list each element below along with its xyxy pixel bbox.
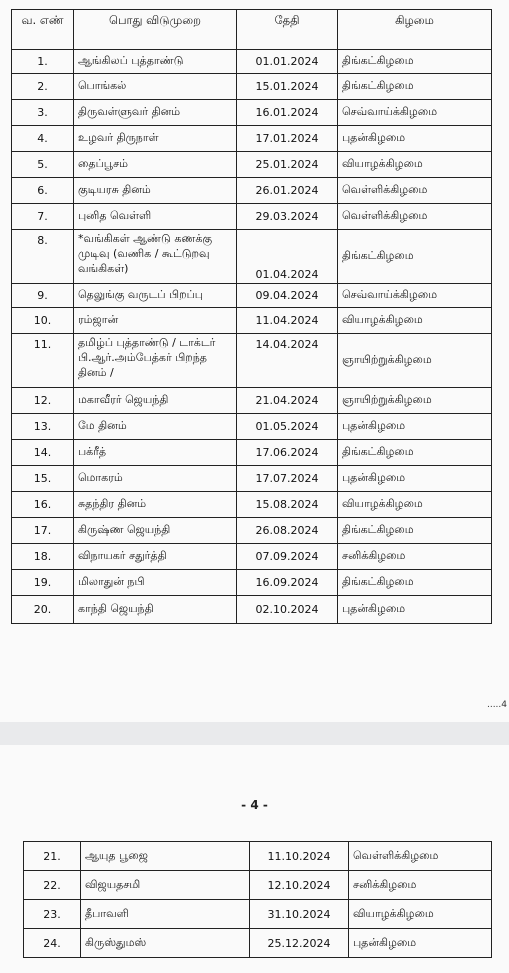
holiday-name-cell: தமிழ்ப் புத்தாண்டு / டாக்டர் பி.ஆர்.அம்பேத்கர் பிறந்த தினம் / — [74, 334, 237, 388]
holiday-name-cell: தைப்பூசம் — [74, 152, 237, 178]
holiday-name-cell: ஆங்கிலப் புத்தாண்டு — [74, 50, 237, 74]
serial-number-cell: 19. — [12, 570, 74, 596]
weekday-cell: வியாழக்கிழமை — [338, 492, 492, 518]
serial-number-cell: 22. — [24, 871, 81, 900]
holiday-name-cell: விஜயதசமி — [81, 871, 250, 900]
date-cell: 15.01.2024 — [237, 74, 338, 100]
table-row — [24, 900, 492, 929]
serial-number-cell: 21. — [24, 842, 81, 871]
serial-number-cell: 13. — [12, 414, 74, 440]
holiday-name-cell: விநாயகர் சதுர்த்தி — [74, 544, 237, 570]
date-cell: 26.08.2024 — [237, 518, 338, 544]
table-row — [12, 50, 492, 74]
weekday-cell: புதன்கிழமை — [349, 929, 492, 958]
table-row — [24, 842, 492, 871]
weekday-cell: வெள்ளிக்கிழமை — [338, 204, 492, 230]
table-row — [12, 100, 492, 126]
table-row — [12, 204, 492, 230]
date-cell: 25.12.2024 — [250, 929, 349, 958]
date-cell: 17.07.2024 — [237, 466, 338, 492]
serial-number-cell: 15. — [12, 466, 74, 492]
date-cell: 11.04.2024 — [237, 308, 338, 334]
table-row — [12, 466, 492, 492]
serial-number-cell: 6. — [12, 178, 74, 204]
table-row — [12, 152, 492, 178]
serial-number-cell: 11. — [12, 334, 74, 388]
date-cell: 12.10.2024 — [250, 871, 349, 900]
table-row — [24, 871, 492, 900]
weekday-cell: திங்கட்கிழமை — [338, 570, 492, 596]
table-row — [12, 388, 492, 414]
serial-number-cell: 23. — [24, 900, 81, 929]
holiday-name-cell: பக்ரீத் — [74, 440, 237, 466]
serial-number-cell: 18. — [12, 544, 74, 570]
weekday-cell: வியாழக்கிழமை — [338, 152, 492, 178]
holiday-name-cell: காந்தி ஜெயந்தி — [74, 596, 237, 624]
holiday-name-cell: பொங்கல் — [74, 74, 237, 100]
holiday-table-page-1 — [11, 9, 492, 624]
holiday-name-cell: *வங்கிகள் ஆண்டு கணக்கு முடிவு (வணிக / கூட்டுறவு வங்கிகள்) — [74, 230, 237, 284]
date-cell: 01.05.2024 — [237, 414, 338, 440]
serial-number-cell: 17. — [12, 518, 74, 544]
date-cell: 11.10.2024 — [250, 842, 349, 871]
weekday-cell: வியாழக்கிழமை — [338, 308, 492, 334]
header-serial-number: வ. எண் — [12, 10, 74, 50]
holiday-name-cell: புனித வெள்ளி — [74, 204, 237, 230]
serial-number-cell: 16. — [12, 492, 74, 518]
holiday-name-cell: தெலுங்கு வருடப் பிறப்பு — [74, 284, 237, 308]
date-cell: 16.09.2024 — [237, 570, 338, 596]
weekday-cell: திங்கட்கிழமை — [338, 50, 492, 74]
table-row — [12, 284, 492, 308]
weekday-cell: வியாழக்கிழமை — [349, 900, 492, 929]
date-cell: 07.09.2024 — [237, 544, 338, 570]
weekday-cell: திங்கட்கிழமை — [338, 230, 492, 284]
table-row — [12, 74, 492, 100]
table-row — [12, 596, 492, 624]
holiday-name-cell: ரம்ஜான் — [74, 308, 237, 334]
table-row — [24, 929, 492, 958]
date-cell: 29.03.2024 — [237, 204, 338, 230]
header-date: தேதி — [237, 10, 338, 50]
weekday-cell: வெள்ளிக்கிழமை — [338, 178, 492, 204]
weekday-cell: திங்கட்கிழமை — [338, 74, 492, 100]
table-row — [12, 492, 492, 518]
holiday-name-cell: கிருஷ்ண ஜெயந்தி — [74, 518, 237, 544]
table-row — [12, 308, 492, 334]
holiday-name-cell: திருவள்ளுவர் தினம் — [74, 100, 237, 126]
holiday-name-cell: கிருஸ்துமஸ் — [81, 929, 250, 958]
date-cell: 17.06.2024 — [237, 440, 338, 466]
serial-number-cell: 2. — [12, 74, 74, 100]
table-row — [12, 414, 492, 440]
serial-number-cell: 10. — [12, 308, 74, 334]
holiday-name-cell: ஆயுத பூஜை — [81, 842, 250, 871]
weekday-cell: புதன்கிழமை — [338, 126, 492, 152]
header-holiday: பொது விடுமுறை — [74, 10, 237, 50]
weekday-cell: சனிக்கிழமை — [349, 871, 492, 900]
serial-number-cell: 7. — [12, 204, 74, 230]
table-row — [12, 570, 492, 596]
weekday-cell: செவ்வாய்க்கிழமை — [338, 284, 492, 308]
weekday-cell: புதன்கிழமை — [338, 414, 492, 440]
date-cell: 01.04.2024 — [237, 230, 338, 284]
table-row — [12, 544, 492, 570]
date-cell: 31.10.2024 — [250, 900, 349, 929]
date-cell: 01.01.2024 — [237, 50, 338, 74]
next-page-reference: .....4 — [486, 700, 507, 710]
page-number: - 4 - — [241, 798, 268, 812]
date-cell: 21.04.2024 — [237, 388, 338, 414]
weekday-cell: திங்கட்கிழமை — [338, 440, 492, 466]
serial-number-cell: 5. — [12, 152, 74, 178]
serial-number-cell: 1. — [12, 50, 74, 74]
weekday-cell: சனிக்கிழமை — [338, 544, 492, 570]
serial-number-cell: 12. — [12, 388, 74, 414]
date-cell: 09.04.2024 — [237, 284, 338, 308]
date-cell: 14.04.2024 — [237, 334, 338, 388]
table-row — [12, 518, 492, 544]
holiday-name-cell: சுதந்திர தினம் — [74, 492, 237, 518]
date-cell: 17.01.2024 — [237, 126, 338, 152]
date-cell: 25.01.2024 — [237, 152, 338, 178]
serial-number-cell: 4. — [12, 126, 74, 152]
serial-number-cell: 9. — [12, 284, 74, 308]
table-header-row — [12, 10, 492, 50]
serial-number-cell: 24. — [24, 929, 81, 958]
table-row — [12, 440, 492, 466]
date-cell: 16.01.2024 — [237, 100, 338, 126]
date-cell: 15.08.2024 — [237, 492, 338, 518]
holiday-name-cell: மகாவீரர் ஜெயந்தி — [74, 388, 237, 414]
serial-number-cell: 20. — [12, 596, 74, 624]
holiday-name-cell: மே தினம் — [74, 414, 237, 440]
table-row — [12, 178, 492, 204]
holiday-name-cell: தீபாவளி — [81, 900, 250, 929]
holiday-name-cell: குடியரசு தினம் — [74, 178, 237, 204]
weekday-cell: செவ்வாய்க்கிழமை — [338, 100, 492, 126]
holiday-name-cell: உழவர் திருநாள் — [74, 126, 237, 152]
weekday-cell: வெள்ளிக்கிழமை — [349, 842, 492, 871]
header-day: கிழமை — [338, 10, 492, 50]
weekday-cell: ஞாயிற்றுக்கிழமை — [338, 334, 492, 388]
weekday-cell: ஞாயிற்றுக்கிழமை — [338, 388, 492, 414]
weekday-cell: புதன்கிழமை — [338, 466, 492, 492]
serial-number-cell: 8. — [12, 230, 74, 284]
serial-number-cell: 14. — [12, 440, 74, 466]
holiday-name-cell: மொகரம் — [74, 466, 237, 492]
table-row — [12, 230, 492, 284]
date-cell: 26.01.2024 — [237, 178, 338, 204]
date-cell: 02.10.2024 — [237, 596, 338, 624]
serial-number-cell: 3. — [12, 100, 74, 126]
holiday-name-cell: மிலாதுன் நபி — [74, 570, 237, 596]
table-row — [12, 126, 492, 152]
table-row — [12, 334, 492, 388]
weekday-cell: புதன்கிழமை — [338, 596, 492, 624]
holiday-table-page-2 — [23, 841, 492, 958]
weekday-cell: திங்கட்கிழமை — [338, 518, 492, 544]
